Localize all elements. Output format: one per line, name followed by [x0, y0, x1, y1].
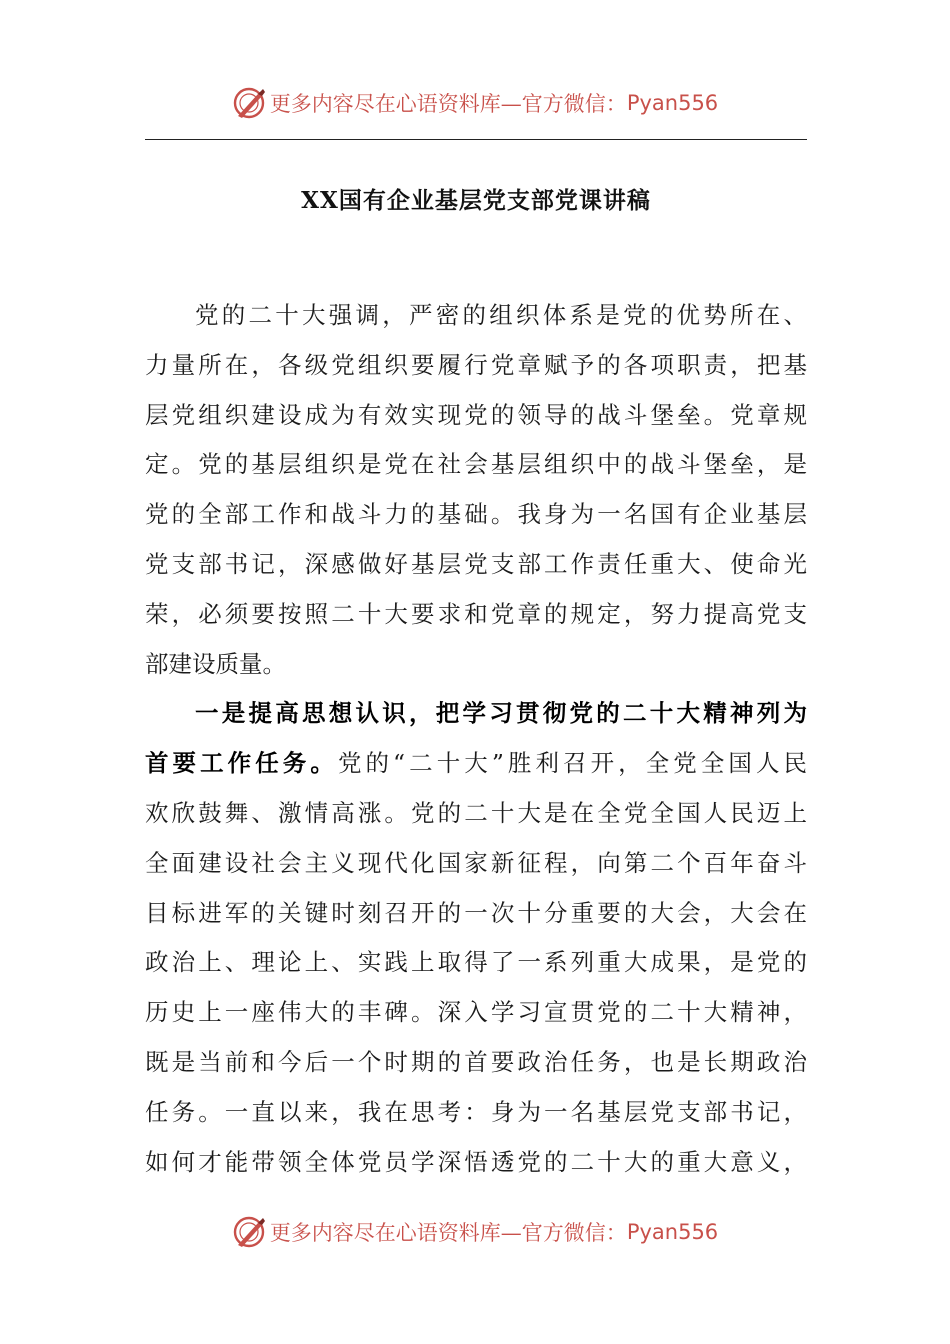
text-line: 既是当前和今后一个时期的首要政治任务，也是长期政治	[145, 1047, 807, 1076]
text-line: 部建设质量。	[145, 649, 286, 678]
watermark-footer	[0, 1212, 950, 1252]
watermark-text: 更多内容尽在心语资料库—官方微信：	[269, 92, 627, 116]
header-divider	[145, 139, 807, 140]
text-line-mixed	[145, 739, 807, 789]
pen-logo-icon	[232, 86, 266, 120]
text-line: 政治上、理论上、实践上取得了一系列重大成果，是党的	[145, 948, 807, 977]
watermark-wechat-id: Pyan556	[626, 91, 719, 115]
text-line: 力量所在，各级党组织要履行党章赋予的各项职责，把基	[145, 350, 807, 379]
text-span: 党的“二十大”胜利召开，全党全国人民	[337, 749, 807, 778]
text-line: 党的全部工作和战斗力的基础。我身为一名国有企业基层	[145, 500, 807, 529]
document-body	[145, 291, 807, 1187]
text-line: 全面建设社会主义现代化国家新征程，向第二个百年奋斗	[145, 848, 807, 877]
watermark-wechat-id: Pyan556	[626, 1220, 719, 1244]
text-line: 荣，必须要按照二十大要求和党章的规定，努力提高党支	[145, 599, 807, 628]
watermark-header	[0, 83, 950, 123]
text-line: 党的二十大强调，严密的组织体系是党的优势所在、	[195, 301, 807, 329]
document-title: XX国有企业基层党支部党课讲稿	[301, 187, 651, 214]
text-line: 欢欣鼓舞、激情高涨。党的二十大是在全党全国人民迈上	[145, 798, 807, 827]
watermark-text: 更多内容尽在心语资料库—官方微信：	[269, 1221, 627, 1245]
text-line: 目标进军的关键时刻召开的一次十分重要的大会，大会在	[145, 898, 807, 927]
section-heading-end: 首要工作任务。	[145, 749, 338, 778]
pen-logo-icon	[232, 1215, 266, 1249]
text-line: 任务。一直以来，我在思考：身为一名基层党支部书记，	[145, 1097, 807, 1126]
section-heading-line: 一是提高思想认识，把学习贯彻党的二十大精神列为	[195, 699, 807, 728]
text-line: 历史上一座伟大的丰碑。深入学习宣贯党的二十大精神，	[145, 998, 807, 1027]
text-line: 党支部书记，深感做好基层党支部工作责任重大、使命光	[145, 549, 807, 578]
text-line: 定。党的基层组织是党在社会基层组织中的战斗堡垒，是	[145, 450, 807, 479]
text-line: 如何才能带领全体党员学深悟透党的二十大的重大意义，	[145, 1147, 807, 1176]
text-line: 层党组织建设成为有效实现党的领导的战斗堡垒。党章规	[145, 400, 807, 429]
